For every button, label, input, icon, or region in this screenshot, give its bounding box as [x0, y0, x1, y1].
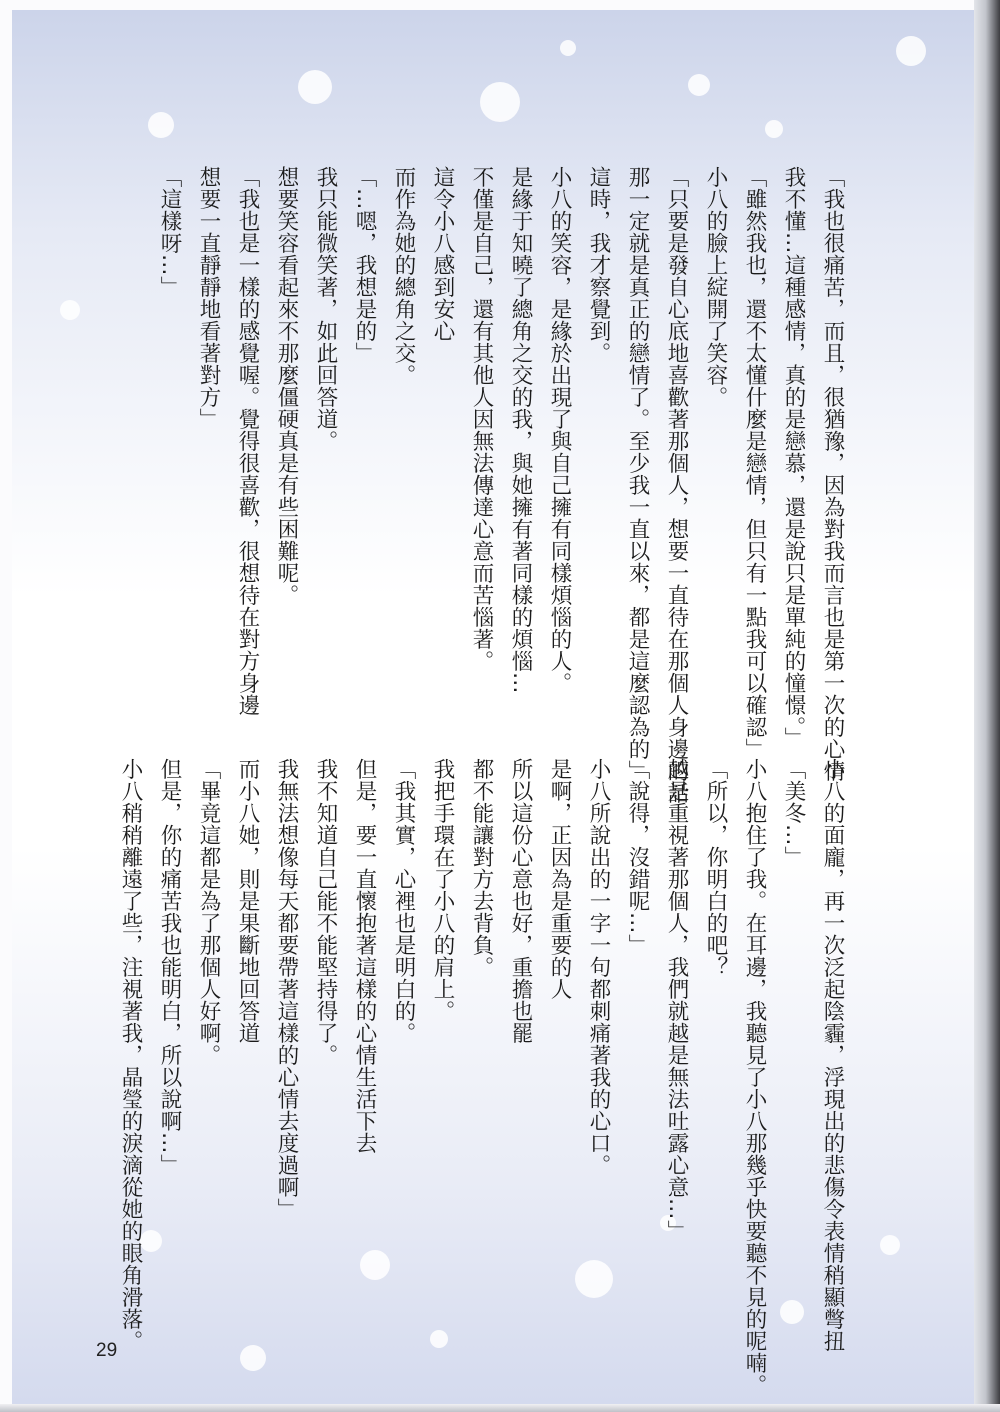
snow-dot [240, 1345, 266, 1371]
text-line: 「…嗯，我想是的」 [352, 166, 377, 364]
text-line: 我只能微笑著，如此回答道。 [313, 166, 338, 452]
text-line: 但是，你的痛苦我也能明白，所以說啊…」 [157, 758, 182, 1176]
text-line: 我不懂…這種感情，真的是戀慕，還是說只是單純的憧憬。」 [781, 166, 806, 750]
text-line: 「所以，你明白的吧？ [703, 758, 728, 978]
text-line: 而小八她，則是果斷地回答道 [235, 758, 260, 1044]
text-line: 「這樣呀…」 [157, 166, 182, 298]
snow-dot [480, 82, 520, 122]
text-line: 而作為她的總角之交。 [391, 166, 416, 386]
text-line: 是啊，正因為是重要的人 [547, 758, 572, 1000]
page-binding-edge [974, 0, 1000, 1412]
text-line: 小八所說出的一字一句都刺痛著我的心口。 [586, 758, 611, 1176]
text-line: 我把手環在了小八的肩上。 [430, 758, 455, 1022]
page-bottom-edge [0, 1404, 1000, 1412]
snow-dot [765, 120, 783, 138]
snow-dot [298, 70, 332, 104]
text-line: 是緣于知曉了總角之交的我，與她擁有著同樣的煩惱… [508, 166, 533, 694]
snow-dot [430, 1330, 448, 1348]
top-text-block [150, 166, 852, 804]
snow-dot [880, 1235, 900, 1255]
snow-dot [60, 300, 80, 320]
text-line: 「我其實，心裡也是明白的。 [391, 758, 416, 1044]
text-line: 小八的面龐，再一次泛起陰霾，浮現出的悲傷令表情稍顯彆扭 [820, 758, 845, 1352]
text-line: 越是重視著那個人，我們就越是無法吐露心意…」 [664, 758, 689, 1242]
text-line: 這時，我才察覺到。 [586, 166, 611, 364]
snow-dot [148, 112, 174, 138]
text-line: 我不知道自己能不能堅持得了。 [313, 758, 338, 1066]
text-line: 想要一直靜靜地看著對方」 [196, 166, 221, 430]
text-line: 小八稍稍離遠了些，注視著我，晶瑩的淚滴從她的眼角滑落。 [118, 758, 143, 1352]
text-line: 想要笑容看起來不那麼僵硬真是有些困難呢。 [274, 166, 299, 606]
snow-dot [780, 1300, 804, 1324]
text-line: 「雖然我也，還不太懂什麼是戀情，但只有一點我可以確認」 [742, 166, 767, 760]
text-line: 我無法想像每天都要帶著這樣的心情去度過啊」 [274, 758, 299, 1220]
text-line: 「只要是發自心底地喜歡著那個人，想要一直待在那個人身邊的話 [664, 166, 689, 804]
text-line: 小八的笑容，是緣於出現了與自己擁有同樣煩惱的人。 [547, 166, 572, 694]
text-line: 都不能讓對方去背負。 [469, 758, 494, 978]
text-line: 所以這份心意也好，重擔也罷 [508, 758, 533, 1044]
text-line: 但是，要一直懷抱著這樣的心情生活下去 [352, 758, 377, 1154]
text-line: 這令小八感到安心 [430, 166, 455, 342]
text-line: 「美冬…」 [781, 758, 806, 868]
snow-dot [560, 40, 576, 56]
text-line: 那一定就是真正的戀情了。至少我一直以來，都是這麼認為的」 [625, 166, 650, 782]
bottom-text-block [111, 758, 852, 1396]
text-line: 不僅是自己，還有其他人因無法傳達心意而苦惱著。 [469, 166, 494, 672]
snow-dot [896, 36, 926, 66]
text-line: 「畢竟這都是為了那個人好啊。 [196, 758, 221, 1066]
text-line: 「我也是一樣的感覺喔。覺得很喜歡，很想待在對方身邊 [235, 166, 260, 716]
text-line: 小八抱住了我。在耳邊，我聽見了小八那幾乎快要聽不見的呢喃。 [742, 758, 767, 1396]
text-line: 小八的臉上綻開了笑容。 [703, 166, 728, 408]
snow-dot [688, 74, 710, 96]
text-line: 「我也很痛苦，而且，很猶豫，因為對我而言也是第一次的心情 [820, 166, 845, 782]
text-line: 「說得，沒錯呢…」 [625, 758, 650, 956]
page-number: 29 [96, 1340, 118, 1361]
